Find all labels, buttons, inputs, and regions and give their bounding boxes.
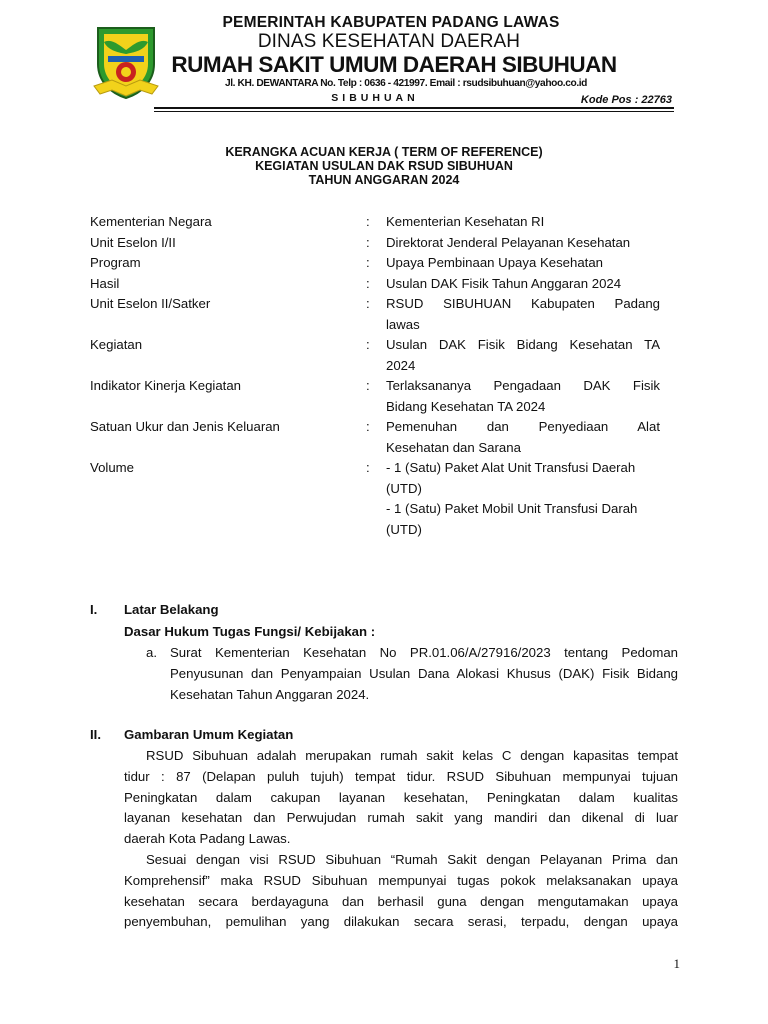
info-value xyxy=(386,212,660,233)
info-value-line: - 1 (Satu) Paket Alat Unit Transfusi Daerah xyxy=(386,460,636,475)
info-value xyxy=(386,335,660,376)
letterhead-government: PEMERINTAH KABUPATEN PADANG LAWAS xyxy=(222,14,560,31)
section-2-paragraph-1 xyxy=(124,746,678,850)
info-label: Satuan Ukur dan Jenis Keluaran xyxy=(90,419,280,434)
info-value-line: lawas xyxy=(386,316,420,332)
info-row xyxy=(90,376,660,417)
info-value xyxy=(386,294,660,335)
info-label: Unit Eselon I/II xyxy=(90,234,176,250)
title-line-2: KEGIATAN USULAN DAK RSUD SIBUHUAN xyxy=(255,159,513,173)
info-value xyxy=(386,233,660,254)
info-colon: : xyxy=(366,214,370,229)
section-1-item-marker: a. xyxy=(146,645,157,660)
info-value-line: RSUD SIBUHUAN Kabupaten Padang xyxy=(386,296,660,311)
section-2-paragraph-2-line: Sesuai dengan visi RSUD Sibuhuan “Rumah Sakit dengan Pelayanan Prima dan xyxy=(146,852,678,867)
section-2-paragraph-1-line: layanan kesehatan dan Perwujudan rumah sakit yang mandiri dan dikenal di luar xyxy=(124,810,678,826)
section-2-title: Gambaran Umum Kegiatan xyxy=(124,727,294,742)
info-colon: : xyxy=(366,234,370,250)
section-1-title: Latar Belakang xyxy=(124,602,219,617)
info-row xyxy=(90,335,660,376)
section-2-paragraph-1-line: tidur : 87 (Delapan puluh tujuh) tempat tidur. RSUD Sibuhuan mempunyai tujuan xyxy=(124,768,678,784)
section-2-paragraph-1-line: RSUD Sibuhuan adalah merupakan rumah sakit kelas C dengan kapasitas tempat xyxy=(146,748,678,763)
section-2-paragraph-1-line: Peningkatan dalam cakupan layanan kesehatan, Peningkatan dalam kualitas xyxy=(124,789,678,805)
info-value xyxy=(386,458,660,540)
title-line-3: TAHUN ANGGARAN 2024 xyxy=(308,173,460,187)
page-number: 1 xyxy=(673,956,680,971)
section-2-paragraph-2-line: kesehatan secara berdayaguna dan berhasil guna dengan mengutamakan upaya xyxy=(124,893,678,909)
info-row xyxy=(90,233,660,254)
info-label: Kegiatan xyxy=(90,337,143,352)
info-value xyxy=(386,376,660,417)
info-colon: : xyxy=(366,337,370,352)
info-label: Hasil xyxy=(90,275,120,291)
info-label: Indikator Kinerja Kegiatan xyxy=(90,378,242,393)
info-value-line: (UTD) xyxy=(386,521,422,537)
letterhead-rule-thick xyxy=(154,107,674,109)
info-label: Program xyxy=(90,255,141,270)
info-value-line: - 1 (Satu) Paket Mobil Unit Transfusi Darah xyxy=(386,501,638,516)
info-table xyxy=(90,212,660,540)
info-value-line: Upaya Pembinaan Upaya Kesehatan xyxy=(386,255,604,270)
section-2-paragraph-2-line: penyembuhan, pemulihan yang dilakukan secara serasi, terpadu, dengan upaya xyxy=(124,914,678,930)
section-1-item-line: Surat Kementerian Kesehatan No PR.01.06/A/27916/2023 tentang Pedoman xyxy=(170,645,678,660)
section-1-item-line: Kesehatan Tahun Anggaran 2024. xyxy=(170,686,370,702)
section-1-subheading: Dasar Hukum Tugas Fungsi/ Kebijakan : xyxy=(124,624,376,639)
section-1-item-line: Penyusunan dan Penyampaian Usulan Dana Alokasi Khusus (DAK) Fisik Bidang xyxy=(170,665,678,681)
info-row xyxy=(90,417,660,458)
info-value xyxy=(386,253,660,274)
letterhead-city: SIBUHUAN xyxy=(331,92,419,104)
info-row xyxy=(90,212,660,233)
info-row xyxy=(90,458,660,540)
section-1-number: I. xyxy=(90,602,98,617)
info-colon: : xyxy=(366,255,370,270)
info-label: Kementerian Negara xyxy=(90,214,212,229)
letterhead-address: Jl. KH. DEWANTARA No. Telp : 0636 - 421997. Email : rsudsibuhuan@yahoo.co.id xyxy=(224,78,587,89)
info-row xyxy=(90,274,660,295)
info-value xyxy=(386,274,660,295)
info-colon: : xyxy=(366,460,370,475)
info-label: Unit Eselon II/Satker xyxy=(90,296,211,311)
section-2-number: II. xyxy=(90,727,101,742)
info-colon: : xyxy=(366,419,370,434)
info-value-line: Kementerian Kesehatan RI xyxy=(386,214,545,229)
info-value-line: Pemenuhan dan Penyediaan Alat xyxy=(386,419,660,434)
info-value-line: Bidang Kesehatan TA 2024 xyxy=(386,398,546,414)
info-row xyxy=(90,294,660,335)
section-1-item-text xyxy=(170,643,678,705)
info-row xyxy=(90,253,660,274)
info-value xyxy=(386,417,660,458)
letterhead-hospital-name: RUMAH SAKIT UMUM DAERAH SIBUHUAN xyxy=(171,52,617,77)
info-colon: : xyxy=(366,275,370,291)
info-label: Volume xyxy=(90,460,134,475)
document-title xyxy=(150,145,618,187)
letterhead-postal-code: Kode Pos : 22763 xyxy=(580,94,672,106)
info-value-line: (UTD) xyxy=(386,480,422,496)
info-value-line: Terlaksananya Pengadaan DAK Fisik xyxy=(386,378,660,393)
section-2-paragraph-2-line: Komprehensif” maka RSUD Sibuhuan mempunyai tugas pokok melaksanakan upaya xyxy=(124,872,678,888)
letterhead xyxy=(0,0,768,112)
section-2-paragraph-2 xyxy=(124,850,678,933)
letterhead-rule-thin xyxy=(154,111,674,112)
padang-lawas-emblem-logo xyxy=(90,24,162,100)
info-value-line: Usulan DAK Fisik Tahun Anggaran 2024 xyxy=(386,275,622,291)
section-2-paragraph-1-line: daerah Kota Padang Lawas. xyxy=(124,831,291,847)
info-colon: : xyxy=(366,296,370,311)
info-value-line: Kesehatan dan Sarana xyxy=(386,439,521,455)
info-value-line: Usulan DAK Fisik Bidang Kesehatan TA xyxy=(386,337,660,352)
info-value-line: Direktorat Jenderal Pelayanan Kesehatan xyxy=(386,234,631,250)
info-value-line: 2024 xyxy=(386,357,416,373)
info-colon: : xyxy=(366,378,370,393)
letterhead-department: DINAS KESEHATAN DAERAH xyxy=(257,31,521,52)
title-line-1: KERANGKA ACUAN KERJA ( TERM OF REFERENCE) xyxy=(225,145,543,159)
